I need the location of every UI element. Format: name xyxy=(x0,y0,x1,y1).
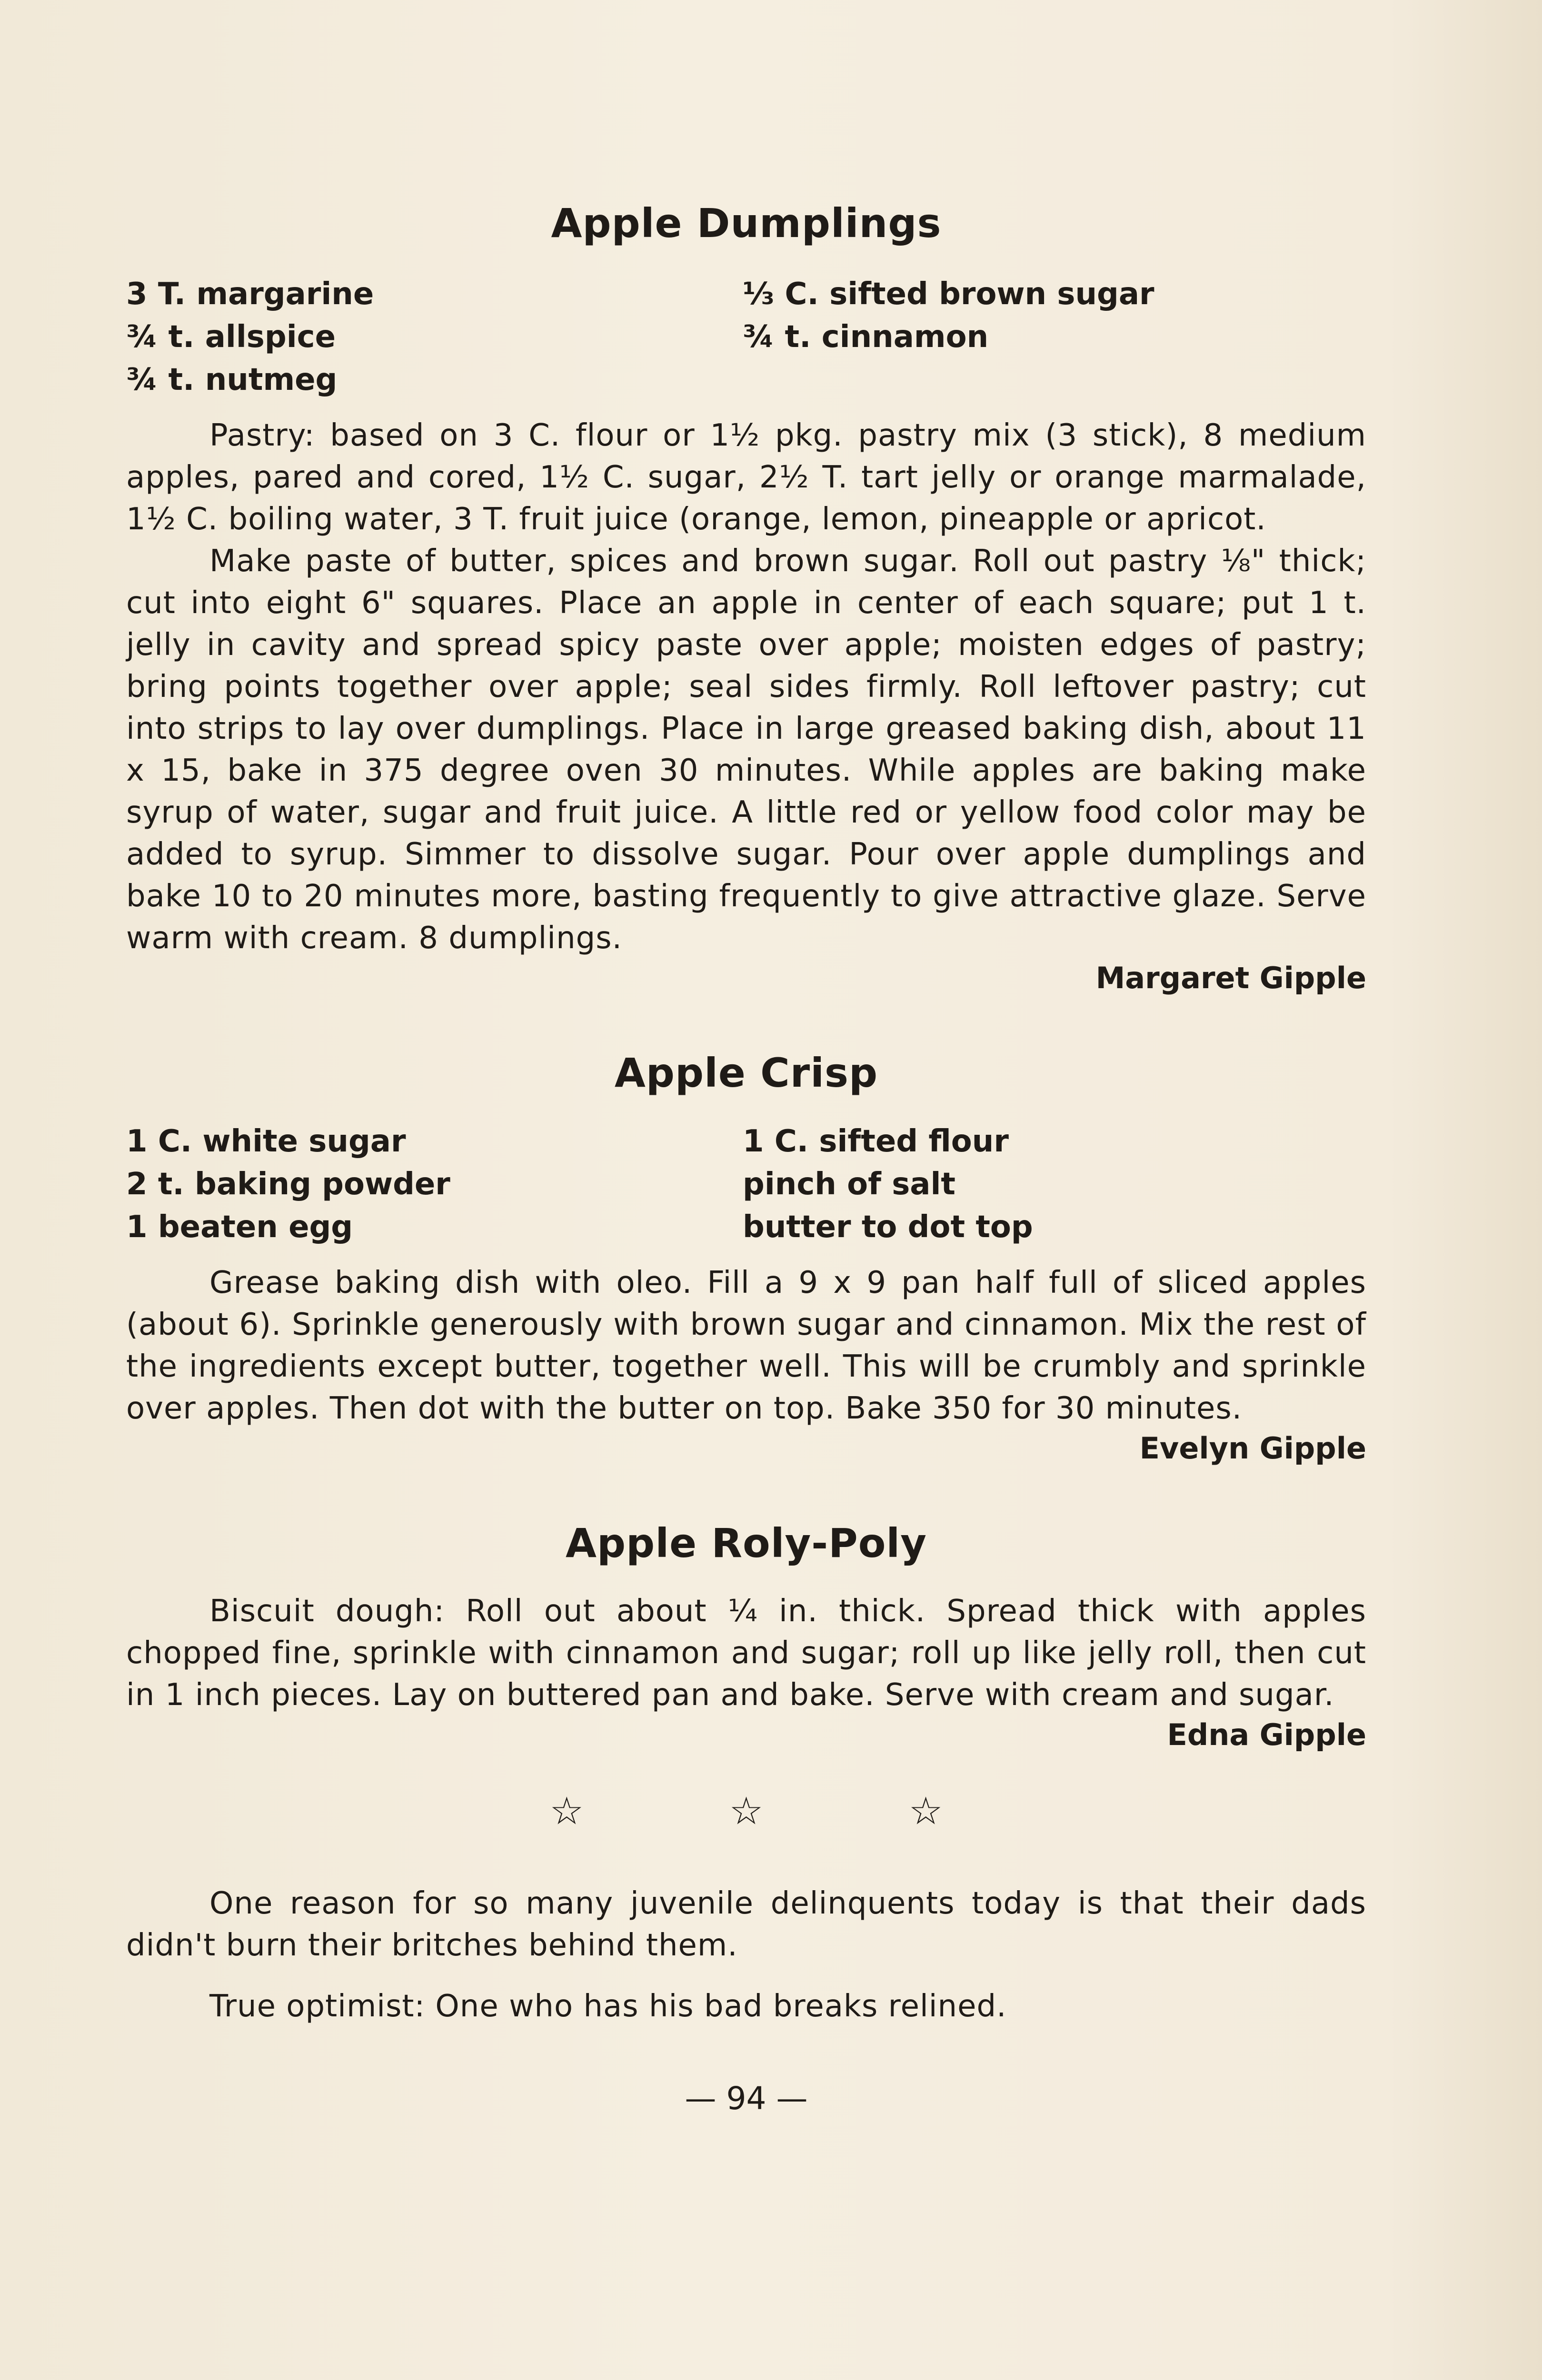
ingredient: butter to dot top xyxy=(743,1210,1033,1245)
ingredient-list xyxy=(126,1120,1366,1249)
recipe-instructions: Grease baking dish with oleo. Fill a 9 x 9 pan half full of sliced apples (about 6). Sprinkle generously with brown sugar and cinnamon. Mix the rest of the ingredients except butter, together well. This will be crumbly and sprinkle over apples. Then dot with the butter on top. Bake 350 for 30 minutes. xyxy=(126,1265,1366,1426)
ingredient: 1 beaten egg xyxy=(126,1210,353,1245)
recipe-apple-dumplings xyxy=(126,200,1366,997)
recipe-apple-roly-poly xyxy=(126,1520,1366,1754)
ingredient: 2 t. baking powder xyxy=(126,1167,450,1202)
page-number: — 94 — xyxy=(685,2080,808,2117)
ingredient: ¾ t. cinnamon xyxy=(743,319,989,355)
recipe-title: Apple Roly-Poly xyxy=(566,1520,927,1567)
ingredient: ¾ t. allspice xyxy=(126,319,336,355)
recipe-apple-crisp xyxy=(126,1050,1366,1468)
star-divider: ☆ ☆ ☆ xyxy=(549,1789,1010,1833)
recipe-title: Apple Crisp xyxy=(614,1050,878,1096)
ingredient-list xyxy=(126,273,1366,401)
jokes xyxy=(126,1883,1366,2027)
joke: True optimist: One who has his bad breaks relined. xyxy=(209,1989,1007,2024)
ingredient: ¾ t. nutmeg xyxy=(126,362,338,397)
joke: One reason for so many juvenile delinquents today is that their dads didn't burn their britches behind them. xyxy=(126,1886,1366,1963)
page-content xyxy=(126,200,1366,2118)
recipe-instructions: Pastry: based on 3 C. flour or 1½ pkg. pastry mix (3 stick), 8 medium apples, pared and cored, 1½ C. sugar, 2½ T. tart jelly or orange marmalade, 1½ C. boiling water, 3 T. fruit juice (orange, lemon, pineapple or apricot. xyxy=(126,418,1366,537)
recipe-instructions: Make paste of butter, spices and brown sugar. Roll out pastry ⅛" thick; cut into eight 6" squares. Place an apple in center of each square; put 1 t. jelly in cavity and spread spicy paste over apple; moisten edges of pastry; bring points together over apple; seal sides firmly. Roll leftover pastry; cut into strips to lay over dumplings. Place in large greased baking dish, about 11 x 15, bake in 375 degree oven 30 minutes. While apples are baking make syrup of water, sugar and fruit juice. A little red or yellow food color may be added to syrup. Simmer to dissolve sugar. Pour over apple dumplings and bake 10 to 20 minutes more, basting frequently to give attractive glaze. Serve warm with cream. 8 dumplings. xyxy=(126,544,1366,956)
recipe-author: Edna Gipple xyxy=(1167,1717,1366,1752)
ingredient-column-right xyxy=(743,1120,1366,1249)
ingredient-column-right xyxy=(743,273,1366,401)
recipe-author: Evelyn Gipple xyxy=(1139,1431,1366,1466)
ingredient-column-left xyxy=(126,273,743,401)
ingredient: 3 T. margarine xyxy=(126,277,374,312)
ingredient: 1 C. white sugar xyxy=(126,1124,406,1159)
ingredient-column-left xyxy=(126,1120,743,1249)
ingredient: ⅓ C. sifted brown sugar xyxy=(743,277,1154,312)
recipe-author: Margaret Gipple xyxy=(1095,961,1366,995)
recipe-instructions: Biscuit dough: Roll out about ¼ in. thick. Spread thick with apples chopped fine, sprinkle with cinnamon and sugar; roll up like jelly roll, then cut in 1 inch pieces. Lay on buttered pan and bake. Serve with cream and sugar. xyxy=(126,1594,1366,1713)
recipe-title: Apple Dumplings xyxy=(551,200,942,247)
ingredient: pinch of salt xyxy=(743,1167,955,1202)
ingredient: 1 C. sifted flour xyxy=(743,1124,1009,1159)
